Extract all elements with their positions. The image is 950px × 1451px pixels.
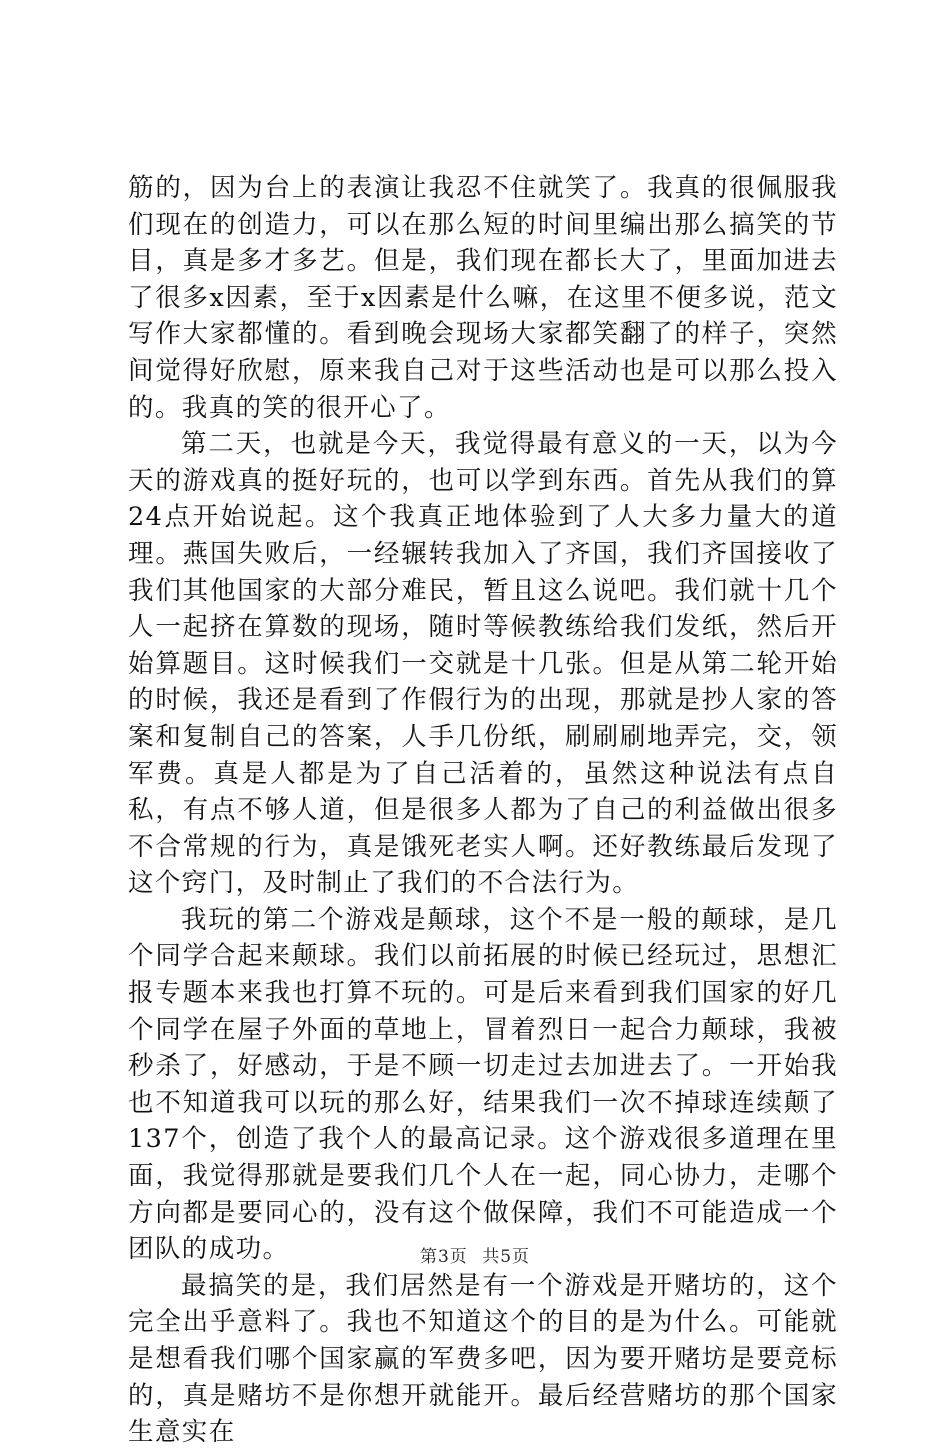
page-total: 共5页 (482, 1247, 531, 1267)
page-footer (0, 1242, 950, 1267)
paragraph-2: 第二天，也就是今天，我觉得最有意义的一天，以为今天的游戏真的挺好玩的，也可以学到东西。首先从我们的算24点开始说起。这个我真正地体验到了人大多力量大的道理。燕国失败后，一经辗转我加入了齐国，我们齐国接收了我们其他国家的大部分难民，暂且这么说吧。我们就十几个人一起挤在算数的现场，随时等候教练给我们发纸，然后开始算题目。这时候我们一交就是十几张。但是从第二轮开始的时候，我还是看到了作假行为的出现，那就是抄人家的答案和复制自己的答案，人手几份纸，刷刷刷地弄完，交，领军费。真是人都是为了自己活着的，虽然这种说法有点自私，有点不够人道，但是很多人都为了自己的利益做出很多不合常规的行为，真是饿死老实人啊。还好教练最后发现了这个窍门，及时制止了我们的不合法行为。 (128, 429, 838, 899)
paragraph-1: 筋的，因为台上的表演让我忍不住就笑了。我真的很佩服我们现在的创造力，可以在那么短的时间里编出那么搞笑的节目，真是多才多艺。但是，我们现在都长大了，里面加进去了很多x因素，至于x因素是什么嘛，在这里不便多说，范文写作大家都懂的。看到晚会现场大家都笑翻了的样子，突然间觉得好欣慰，原来我自己对于这些活动也是可以那么投入的。我真的笑的很开心了。 (128, 173, 838, 423)
page-number: 第3页 (419, 1247, 468, 1267)
paragraph-3: 我玩的第二个游戏是颠球，这个不是一般的颠球，是几个同学合起来颠球。我们以前拓展的时候已经玩过，思想汇报专题本来我也打算不玩的。可是后来看到我们国家的好几个同学在屋子外面的草地上，冒着烈日一起合力颠球，我被秒杀了，好感动，于是不顾一切走过去加进去了。一开始我也不知道我可以玩的那么好，结果我们一次不掉球连续颠了137个，创造了我个人的最高记录。这个游戏很多道理在里面，我觉得那就是要我们几个人在一起，同心协力，走哪个方向都是要同心的，没有这个做保障，我们不可能造成一个团队的成功。 (128, 904, 838, 1265)
paragraph-4: 最搞笑的是，我们居然是有一个游戏是开赌坊的，这个完全出乎意料了。我也不知道这个的目的是为什么。可能就是想看我们哪个国家赢的军费多吧，因为要开赌坊是要竞标的，真是赌坊不是你想开就能开。最后经营赌坊的那个国家生意实在 (128, 1270, 838, 1448)
